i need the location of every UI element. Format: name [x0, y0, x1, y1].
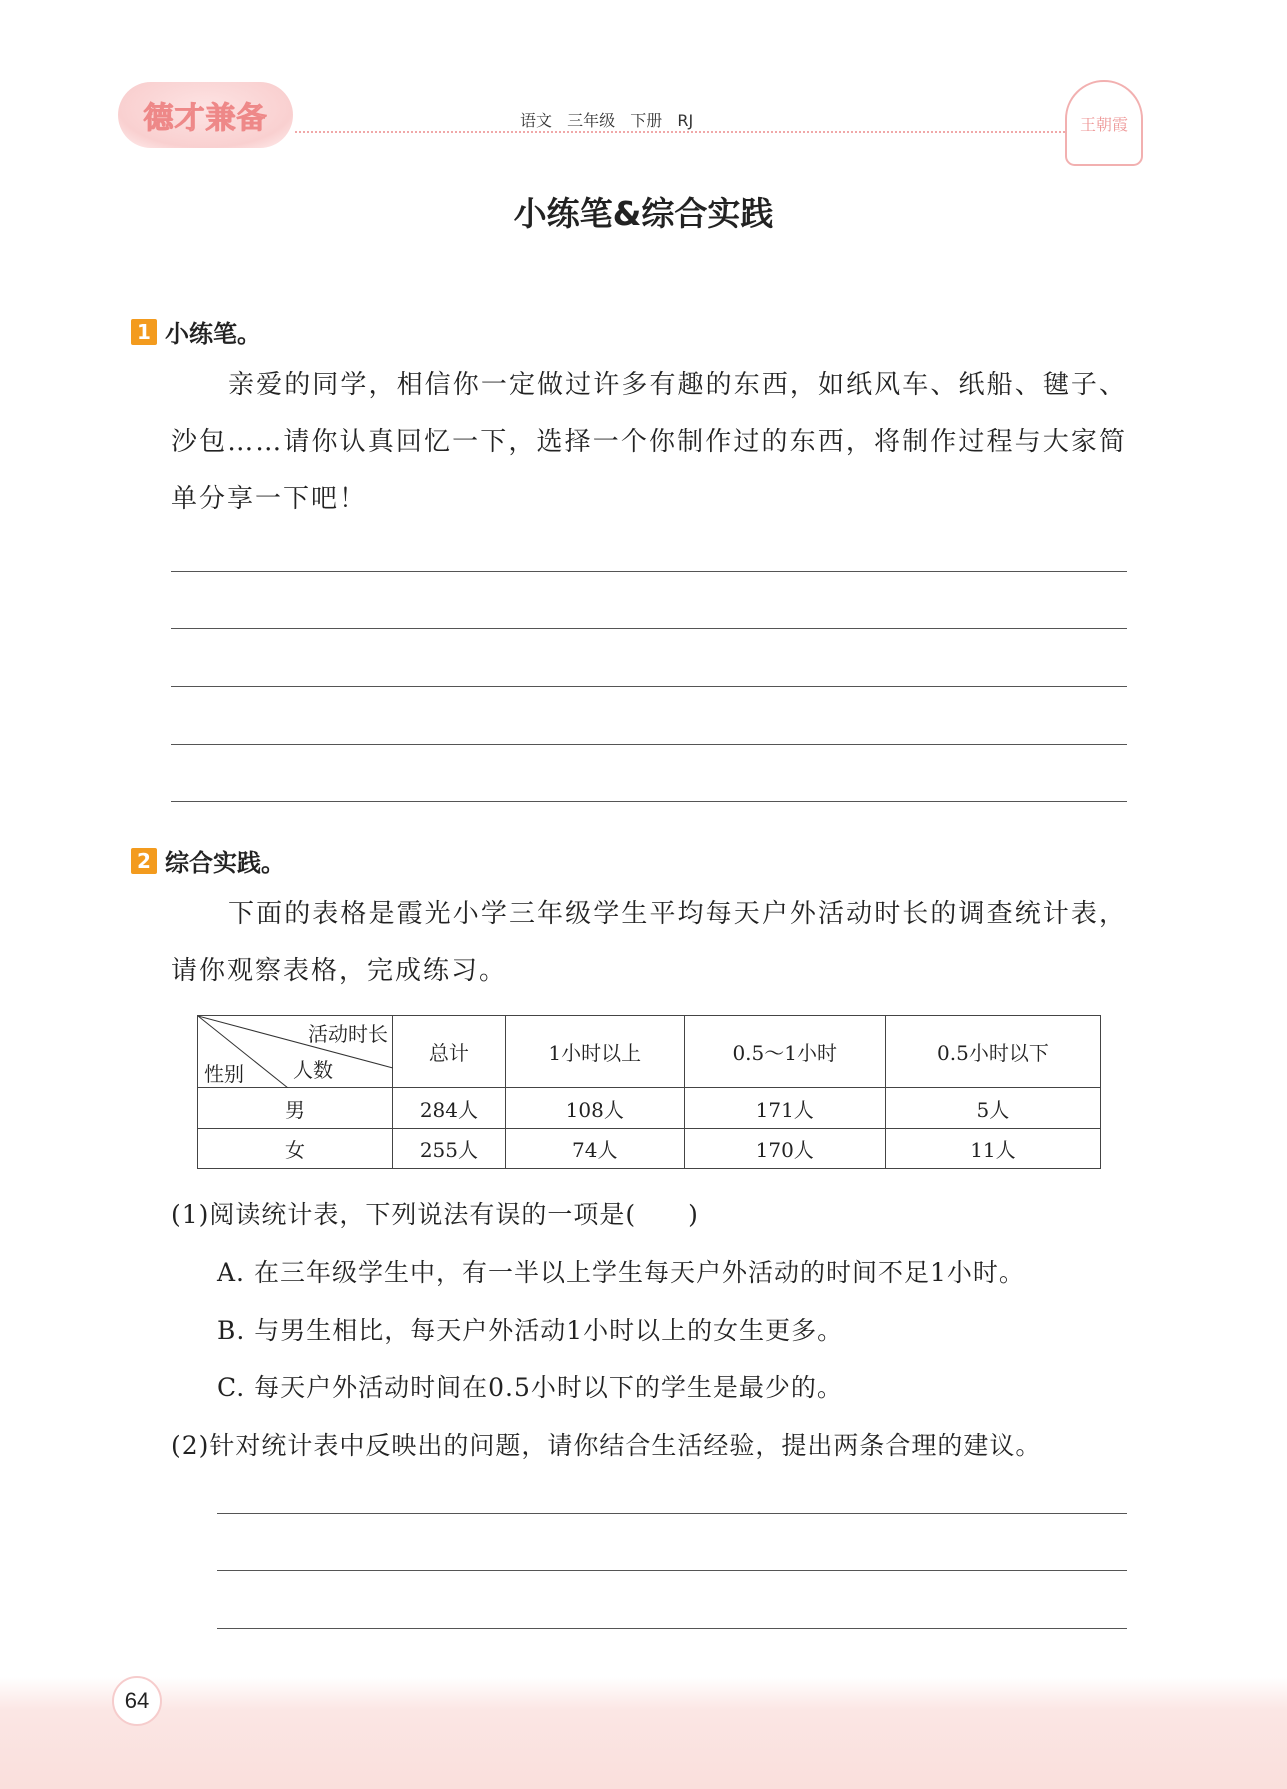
grade: 三年级 — [567, 111, 616, 130]
table-cell: 108人 — [505, 1088, 684, 1129]
corner-top-label: 活动时长 — [308, 1022, 388, 1046]
table-cell: 74人 — [505, 1129, 684, 1169]
question-2: (2)针对统计表中反映出的问题，请你结合生活经验，提出两条合理的建议。 — [171, 1431, 1042, 1460]
column-header: 1小时以上 — [505, 1016, 684, 1088]
section-number: 2 — [131, 848, 157, 874]
writing-line[interactable] — [171, 571, 1127, 572]
section-label: 综合实践。 — [165, 849, 285, 877]
row-label: 女 — [198, 1129, 393, 1169]
section-2-intro: 下面的表格是霞光小学三年级学生平均每天户外活动时长的调查统计表，请你观察表格，完成练习。 — [171, 899, 1127, 986]
writing-line[interactable] — [171, 744, 1127, 745]
subject: 语文 — [520, 111, 553, 130]
section-1-heading — [131, 314, 261, 349]
header-divider — [295, 131, 1065, 133]
option-a[interactable]: A. 在三年级学生中，有一半以上学生每天户外活动的时间不足1小时。 — [217, 1258, 1025, 1287]
row-label: 男 — [198, 1088, 393, 1129]
column-header: 总计 — [393, 1016, 506, 1088]
corner-cell — [198, 1016, 393, 1088]
table-cell: 255人 — [393, 1129, 506, 1169]
answer-line[interactable] — [217, 1570, 1127, 1571]
option-b[interactable]: B. 与男生相比，每天户外活动1小时以上的女生更多。 — [217, 1316, 844, 1345]
answer-line[interactable] — [217, 1513, 1127, 1514]
table-cell: 11人 — [885, 1129, 1100, 1169]
table-cell: 170人 — [684, 1129, 885, 1169]
section-1-prompt: 亲爱的同学，相信你一定做过许多有趣的东西，如纸风车、纸船、毽子、沙包……请你认真回忆一下，选择一个你制作过的东西，将制作过程与大家简单分享一下吧！ — [171, 370, 1127, 514]
corner-left-label: 性别 — [204, 1062, 244, 1086]
logo-text: 德才兼备 — [143, 101, 268, 136]
corner-mid-label: 人数 — [293, 1058, 333, 1082]
writing-line[interactable] — [171, 686, 1127, 687]
edition: RJ — [677, 111, 694, 130]
column-header: 0.5小时以下 — [885, 1016, 1100, 1088]
table-cell: 171人 — [684, 1088, 885, 1129]
answer-line[interactable] — [217, 1628, 1127, 1629]
author-seal — [1065, 80, 1143, 166]
volume: 下册 — [630, 111, 663, 130]
writing-line[interactable] — [171, 801, 1127, 802]
table-cell: 5人 — [885, 1088, 1100, 1129]
column-header: 0.5～1小时 — [684, 1016, 885, 1088]
section-number: 1 — [131, 319, 157, 345]
survey-table — [197, 1015, 1101, 1169]
footer-band — [0, 1677, 1287, 1789]
option-c[interactable]: C. 每天户外活动时间在0.5小时以下的学生是最少的。 — [217, 1373, 843, 1402]
page-number: 64 — [112, 1676, 162, 1726]
table-cell: 284人 — [393, 1088, 506, 1129]
table-header-row — [198, 1016, 1101, 1088]
writing-line[interactable] — [171, 628, 1127, 629]
seal-text: 王朝霞 — [1079, 114, 1128, 134]
table-row — [198, 1129, 1101, 1169]
section-2-heading — [131, 843, 285, 878]
question-1: (1)阅读统计表，下列说法有误的一项是( ) — [171, 1200, 699, 1229]
page-title: 小练笔&综合实践 — [513, 194, 774, 233]
series-logo — [118, 82, 293, 148]
table-row — [198, 1088, 1101, 1129]
section-label: 小练笔。 — [165, 320, 261, 348]
book-info — [520, 108, 693, 131]
